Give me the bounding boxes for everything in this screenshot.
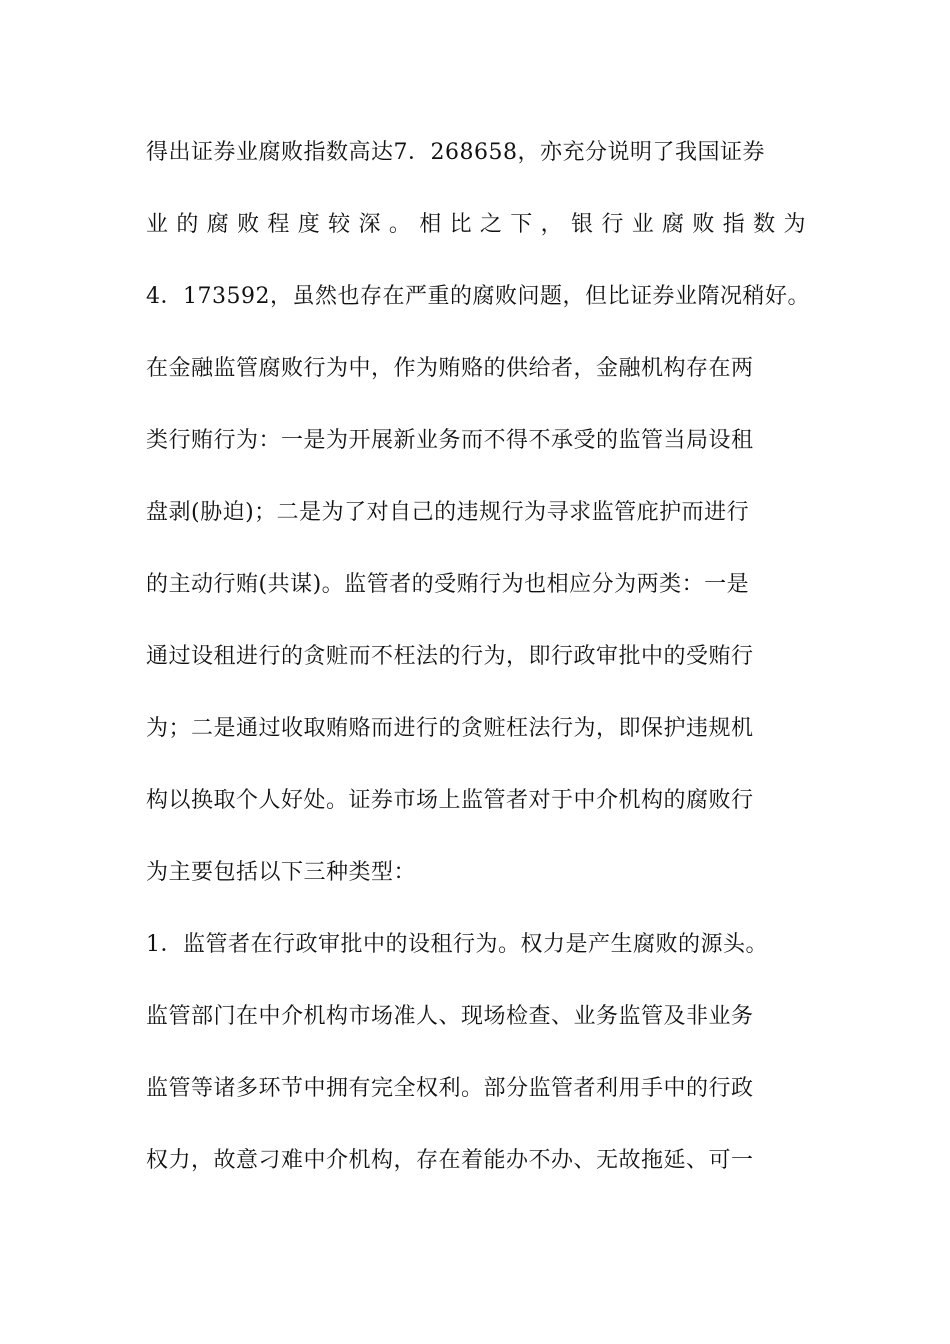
text-line: 构以换取个人好处。证券市场上监管者对于中介机构的腐败行	[146, 788, 754, 813]
text-line: 权力，故意刁难中介机构，存在着能办不办、无故拖延、可一	[146, 1148, 754, 1173]
text-line: 业的腐败程度较深。相比之下，银行业腐败指数为	[146, 212, 806, 237]
body-text	[146, 129, 810, 1209]
text-line: 的主动行贿(共谋)。监管者的受贿行为也相应分为两类：一是	[146, 572, 750, 597]
text-line: 盘剥(胁迫)；二是为了对自己的违规行为寻求监管庇护而进行	[146, 500, 750, 525]
text-line: 类行贿行为：一是为开展新业务而不得不承受的监管当局设租	[146, 428, 754, 453]
text-line: 在金融监管腐败行为中，作为贿赂的供给者，金融机构存在两	[146, 356, 754, 381]
text-line: 1．监管者在行政审批中的设租行为。权力是产生腐败的源头。	[146, 932, 768, 957]
text-line: 为主要包括以下三种类型：	[146, 860, 417, 885]
text-line: 得出证券业腐败指数高达7．268658，亦充分说明了我国证券	[146, 140, 765, 165]
text-line: 4．173592，虽然也存在严重的腐败问题，但比证券业隋况稍好。	[146, 284, 810, 309]
text-line: 通过设租进行的贪赃而不枉法的行为，即行政审批中的受贿行	[146, 644, 754, 669]
text-line: 为；二是通过收取贿赂而进行的贪赃枉法行为，即保护违规机	[146, 716, 754, 741]
text-line: 监管部门在中介机构市场准人、现场检查、业务监管及非业务	[146, 1004, 754, 1029]
text-line: 监管等诸多环节中拥有完全权利。部分监管者利用手中的行政	[146, 1076, 754, 1101]
